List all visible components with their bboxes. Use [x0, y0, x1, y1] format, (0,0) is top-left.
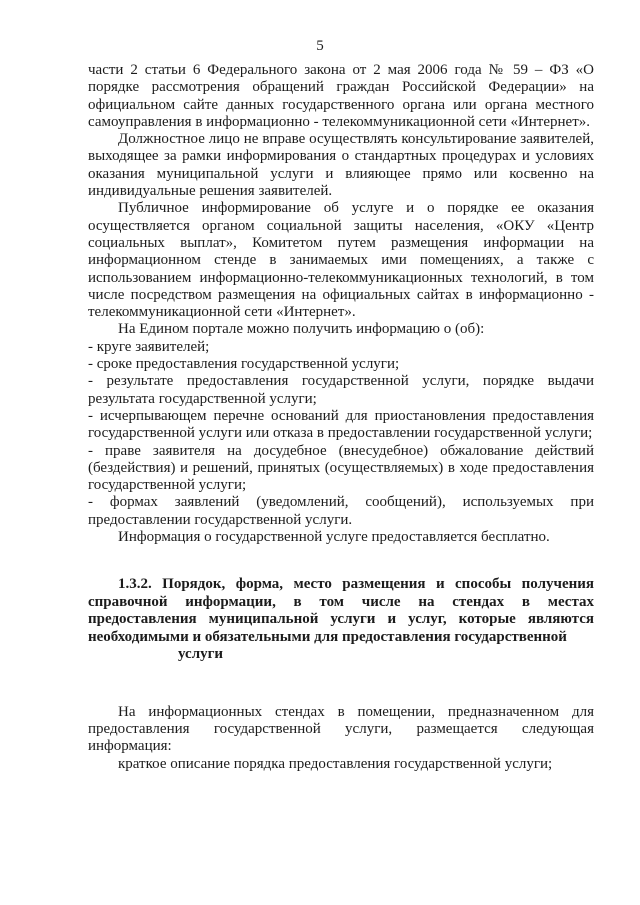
list-item-applicants: - круге заявителей;	[88, 338, 210, 355]
list-item-appeal-right: - праве заявителя на досудебное (внесудебное) обжалование действий (бездействия) и решений, принятых (осуществляемых) в ходе предоставления государственной услуги;	[88, 442, 594, 494]
paragraph-consulting-restriction: Должностное лицо не вправе осуществлять консультирование заявителей, выходящее за рамки информирования о стандартных процедурах и условиях оказания муниципальной услуги и влияющее прямо или косвенно на индивидуальные решения заявителей.	[88, 131, 594, 200]
paragraph-public-informing: Публичное информирование об услуге и о порядке ее оказания осуществляется органом социальной защиты населения, «ОКУ «Центр социальных выплат», Комитетом путем размещения информации на информационном стенде в занимаемых ими помещениях, а также с использованием информационно-телекоммуникационных технологий, в том числе посредством размещения на официальных сайтах в информационно - телекоммуникационной сети «Интернет».	[88, 200, 594, 321]
list-item-grounds: - исчерпывающем перечне оснований для приостановления предоставления государственной услуги или отказа в предоставлении государственной услуги;	[88, 407, 594, 442]
list-item-deadline: - сроке предоставления государственной услуги;	[88, 356, 400, 373]
paragraph-continuation: части 2 статьи 6 Федерального закона от 2 мая 2006 года № 59 – ФЗ «О порядке рассмотрения обращений граждан Российской Федерации» на официальном сайте данных государственного органа или органа местного самоуправления в информационно - телекоммуникационной сети «Интернет».	[88, 62, 594, 130]
section-heading	[88, 576, 594, 664]
paragraph-portal-intro: На Едином портале можно получить информацию о (об):	[118, 321, 485, 338]
paragraph-free-of-charge: Информация о государственной услуге предоставляется бесплатно.	[118, 529, 550, 546]
list-item-forms: - формах заявлений (уведомлений, сообщений), используемых при предоставлении государственной услуги.	[88, 494, 594, 528]
document-body	[88, 62, 594, 773]
page-number: 5	[316, 38, 324, 54]
section-heading-tail: услуги	[178, 646, 224, 663]
paragraph-short-description: краткое описание порядка предоставления государственной услуги;	[118, 755, 553, 772]
section-heading-text: 1.3.2. Порядок, форма, место размещения и способы получения справочной информации, в том числе на стендах в местах предоставления муниципальной услуги и услуг, которые являются необходимыми и обязательными для предоставления государственной	[88, 576, 594, 645]
paragraph-info-stands: На информационных стендах в помещении, предназначенном для предоставления государственной услуги, размещается следующая информация:	[88, 703, 594, 755]
list-item-result: - результате предоставления государственной услуги, порядке выдачи результата государственной услуги;	[88, 373, 594, 407]
